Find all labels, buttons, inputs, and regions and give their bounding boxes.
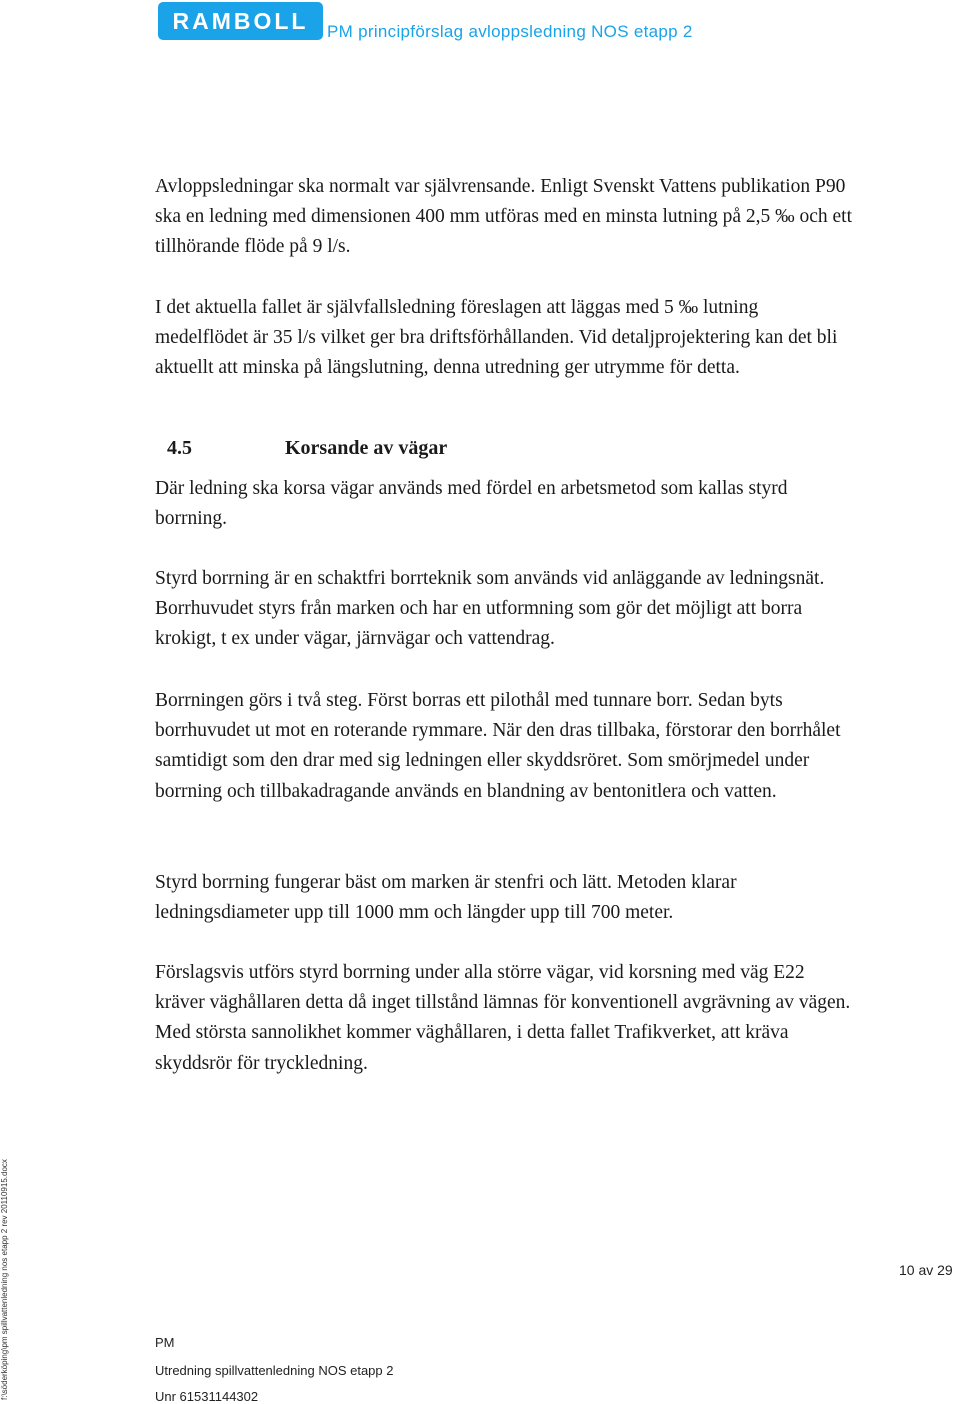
file-path-text: f:\söderköping\pm spillvattenledning nos etapp 2 rev 20110915.docx <box>0 1159 9 1400</box>
paragraph-drilling-steps: Borrningen görs i två steg. Först borras ett pilothål med tunnare borr. Sedan byts borrhuvudet ut mot en roterande rymmare. När den dras tillbaka, förstorar den borrhålet samtidigt som den drar med sig ledningen eller skyddsröret. Som smörjmedel under borrning och tillbakadragande används en blandning av bentonitlera och vatten. <box>155 690 841 802</box>
document-header-title: PM principförslag avloppsledning NOS etapp 2 <box>327 22 693 41</box>
logo-text: RAMBOLL <box>172 7 309 34</box>
footer-doc-type: PM <box>155 1335 175 1350</box>
section-number: 4.5 <box>167 437 192 459</box>
section-heading <box>167 437 447 460</box>
section-title: Korsande av vägar <box>285 437 448 459</box>
footer-doc-title: Utredning spillvattenledning NOS etapp 2 <box>155 1363 394 1378</box>
paragraph-self-cleaning: Avloppsledningar ska normalt var självrensande. Enligt Svenskt Vattens publikation P90 ska en ledning med dimensionen 400 mm utföras med en minsta lutning på 2,5 ‰ och ett tillhörande flöde på 9 l/s. <box>155 176 853 258</box>
ramboll-logo <box>158 2 323 40</box>
paragraph-road-crossing: Där ledning ska korsa vägar används med fördel en arbetsmetod som kallas styrd borrning. <box>155 478 788 530</box>
paragraph-proposal: Förslagsvis utförs styrd borrning under alla större vägar, vid korsning med väg E22 kräver väghållaren detta då inget tillstånd lämnas för konventionell avgrävning av vägen. Med största sannolikhet kommer väghållaren, i detta fallet Trafikverket, att kräva skyddsrör för tryckledning. <box>155 962 851 1074</box>
footer-unr: Unr 61531144302 <box>155 1389 259 1404</box>
paragraph-gradient: I det aktuella fallet är självfallsledning föreslagen att läggas med 5 ‰ lutning medelflödet är 35 l/s vilket ger bra driftsförhållanden. Vid detaljprojektering kan det bli aktuellt att minska på längslutning, denna utredning ger utrymme för detta. <box>155 297 838 379</box>
paragraph-directional-drilling: Styrd borrning är en schaktfri borrteknik som används vid anläggande av ledningsnät. Borrhuvudet styrs från marken och har en utformning som gör det möjligt att borra krokigt, t ex under vägar, järnvägar och vattendrag. <box>155 568 825 650</box>
page-number: 10 av 29 <box>899 1262 953 1278</box>
file-path-sidebar <box>0 1130 14 1400</box>
paragraph-soil-conditions: Styrd borrning fungerar bäst om marken är stenfri och lätt. Metoden klarar ledningsdiameter upp till 1000 mm och längder upp till 700 meter. <box>155 872 737 924</box>
